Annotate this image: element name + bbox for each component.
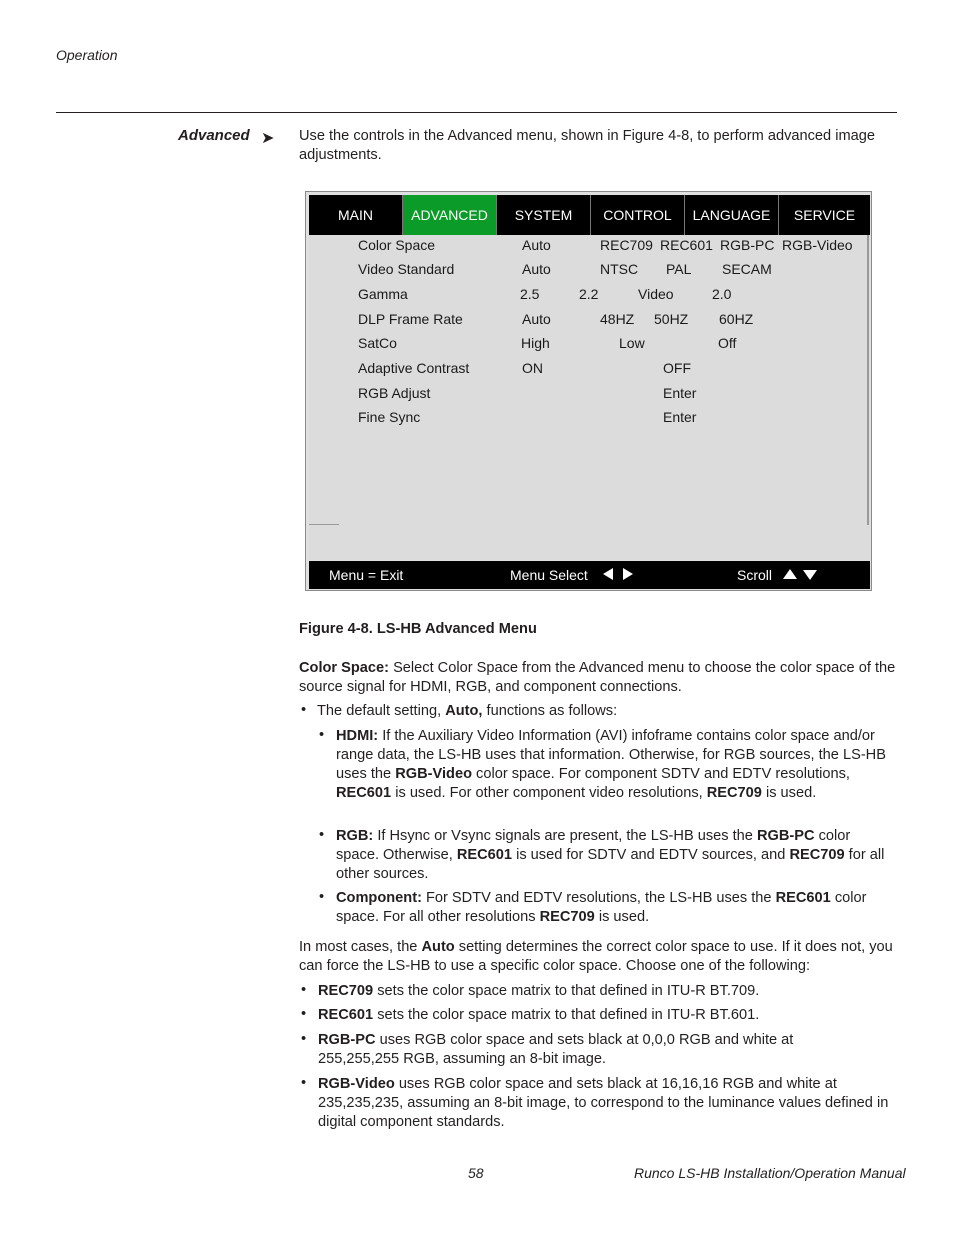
option[interactable]: 2.0	[712, 286, 732, 302]
row-dlp-frame-rate[interactable]	[309, 311, 870, 331]
row-satco[interactable]	[309, 335, 870, 355]
row-rgb-adjust[interactable]	[309, 385, 870, 405]
divider	[309, 524, 339, 525]
running-header: Operation	[56, 47, 118, 63]
row-label: SatCo	[358, 335, 397, 351]
text: setting determines the correct color space to use. If it does not, you can force the LS-HB to use a specific color space. Choose one of the following:	[299, 939, 893, 974]
tab-service[interactable]: SERVICE	[793, 207, 856, 223]
choice-rgb-video	[318, 1075, 897, 1132]
option[interactable]: NTSC	[600, 261, 639, 277]
tab-system[interactable]: SYSTEM	[497, 195, 591, 235]
term: REC709	[539, 909, 595, 925]
tab-language[interactable]: LANGUAGE	[685, 195, 779, 235]
option[interactable]: Auto	[522, 311, 551, 327]
term: RGB:	[336, 828, 374, 844]
page-number: 58	[468, 1165, 484, 1181]
hdmi-item	[336, 727, 897, 803]
left-arrow-icon	[603, 568, 613, 580]
color-space-paragraph	[299, 659, 897, 697]
option[interactable]: PAL	[666, 261, 692, 277]
row-video-standard[interactable]	[309, 261, 870, 281]
term: REC601	[456, 847, 513, 863]
option[interactable]: Low	[619, 335, 645, 351]
term: RGB-Video	[318, 1076, 395, 1092]
exit-hint: Menu = Exit	[329, 567, 404, 583]
row-label: Gamma	[358, 286, 408, 302]
option[interactable]: Off	[718, 335, 737, 351]
arrow-icon: ➤	[261, 130, 275, 147]
option[interactable]: OFF	[663, 360, 691, 376]
text: is used.	[761, 785, 817, 801]
bullet-dot: •	[319, 889, 325, 905]
term: REC709	[789, 847, 845, 863]
choice-rec709	[318, 982, 897, 1001]
text: color space. Otherwise,	[336, 828, 851, 863]
text: color space. For component SDTV and EDTV resolutions,	[472, 766, 850, 782]
term: REC601	[336, 785, 392, 801]
osd-tab-bar	[309, 195, 870, 235]
term: REC601	[318, 1007, 374, 1023]
intro-paragraph: Use the controls in the Advanced menu, shown in Figure 4-8, to perform advanced image adjustments.	[299, 128, 875, 163]
option[interactable]: Video	[638, 286, 674, 302]
text: For SDTV and EDTV resolutions, the LS-HB uses the	[421, 890, 776, 906]
text: is used. For other component video resolutions,	[391, 785, 707, 801]
bullet-dot: •	[301, 1006, 307, 1022]
row-label: Fine Sync	[358, 409, 421, 425]
term: HDMI:	[336, 728, 379, 744]
tab-main[interactable]: MAIN	[309, 195, 403, 235]
row-label: Color Space	[358, 237, 436, 253]
right-arrow-icon	[623, 568, 633, 580]
option[interactable]: 2.5	[520, 286, 540, 302]
most-cases-paragraph	[299, 938, 897, 976]
text: In most cases, the	[299, 939, 422, 955]
text: The default setting,	[317, 703, 446, 719]
text: Select Color Space from the Advanced menu to choose the color space of the source signal for HDMI, RGB, and component connections.	[299, 660, 896, 695]
row-fine-sync[interactable]	[309, 409, 870, 429]
text: is used.	[594, 909, 650, 925]
term: RGB-Video	[395, 766, 472, 782]
component-item	[336, 889, 897, 927]
default-setting-item	[317, 702, 897, 721]
term: Component:	[336, 890, 422, 906]
rgb-item	[336, 827, 897, 884]
side-heading: Advanced	[178, 127, 250, 144]
scrollbar[interactable]	[867, 235, 869, 525]
bullet-dot: •	[319, 727, 325, 743]
text: sets the color space matrix to that defined in ITU-R BT.601.	[373, 1007, 760, 1023]
text: uses RGB color space and sets black at 0,0,0 RGB and white at 255,255,255 RGB, assuming an 8-bit image.	[318, 1032, 794, 1067]
option[interactable]: REC709	[600, 237, 653, 253]
down-arrow-icon	[803, 570, 817, 580]
choice-rec601	[318, 1006, 897, 1025]
term: Color Space:	[299, 660, 390, 676]
osd-menu	[305, 191, 872, 591]
option[interactable]: Enter	[663, 385, 697, 401]
text: sets the color space matrix to that defined in ITU-R BT.709.	[373, 983, 760, 999]
bullet-dot: •	[301, 982, 307, 998]
choice-rgb-pc	[318, 1031, 838, 1069]
up-arrow-icon	[783, 569, 797, 579]
term: REC601	[775, 890, 831, 906]
option[interactable]: RGB-PC	[720, 237, 775, 253]
row-label: DLP Frame Rate	[358, 311, 463, 327]
manual-title: Runco LS-HB Installation/Operation Manual	[634, 1165, 906, 1181]
bullet-dot: •	[301, 702, 307, 718]
scroll-hint: Scroll	[737, 567, 773, 583]
row-label: Adaptive Contrast	[358, 360, 470, 376]
figure-caption: Figure 4-8. LS-HB Advanced Menu	[299, 621, 537, 637]
option[interactable]: 2.2	[579, 286, 599, 302]
term: Auto	[421, 939, 455, 955]
text: functions as follows:	[482, 703, 618, 719]
term: Auto,	[445, 703, 483, 719]
option[interactable]: 48HZ	[600, 311, 635, 327]
option[interactable]: 60HZ	[719, 311, 754, 327]
option[interactable]: Auto	[522, 237, 551, 253]
term: REC709	[706, 785, 762, 801]
tab-control[interactable]: CONTROL	[591, 195, 685, 235]
option[interactable]: 50HZ	[654, 311, 689, 327]
term: RGB-PC	[756, 828, 815, 844]
tab-advanced[interactable]: ADVANCED	[403, 195, 497, 235]
option[interactable]: High	[521, 335, 550, 351]
osd-settings-panel	[309, 235, 870, 560]
bullet-dot: •	[301, 1075, 307, 1091]
option[interactable]: RGB-Video	[782, 237, 853, 253]
bullet-dot: •	[301, 1031, 307, 1047]
text: for all other sources.	[336, 847, 885, 882]
option[interactable]: REC601	[660, 237, 713, 253]
row-label: Video Standard	[358, 261, 455, 277]
option[interactable]: Auto	[522, 261, 551, 277]
term: RGB-PC	[318, 1032, 376, 1048]
header-rule	[56, 112, 897, 113]
text: If the Auxiliary Video Information (AVI) infoframe contains color space and/or range data, the LS-HB uses that information. Otherwise, for RGB sources, the LS-HB uses the	[336, 728, 886, 782]
option[interactable]: Enter	[663, 409, 697, 425]
menu-select-hint: Menu Select	[510, 567, 588, 583]
text: color space. For all other resolutions	[336, 890, 867, 925]
row-gamma[interactable]	[309, 286, 870, 306]
row-adaptive-contrast[interactable]	[309, 360, 870, 380]
row-label: RGB Adjust	[358, 385, 431, 401]
row-color-space[interactable]	[309, 237, 870, 257]
osd-footer	[309, 561, 870, 589]
option[interactable]: SECAM	[722, 261, 772, 277]
text: is used for SDTV and EDTV sources, and	[512, 847, 790, 863]
text: uses RGB color space and sets black at 16,16,16 RGB and white at 235,235,235, assuming an 8-bit image, to correspond to the luminance values defined in digital component standards.	[318, 1076, 889, 1130]
bullet-dot: •	[319, 827, 325, 843]
text: If Hsync or Vsync signals are present, the LS-HB uses the	[373, 828, 757, 844]
option[interactable]: ON	[522, 360, 543, 376]
term: REC709	[318, 983, 374, 999]
